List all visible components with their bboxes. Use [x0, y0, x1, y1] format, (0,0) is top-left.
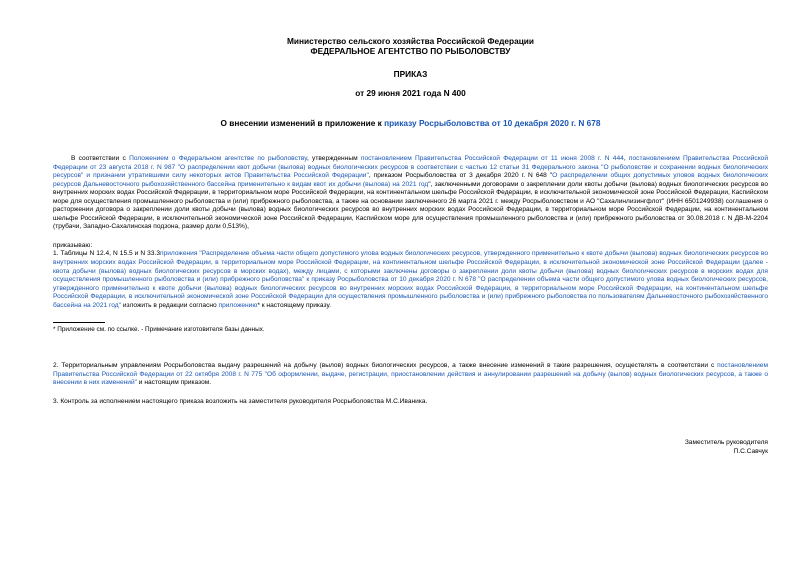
order-intro: приказываю:: [53, 241, 93, 249]
government-decree-987-link[interactable]: постановлением Правительства Российской Федерации от 23 августа 2018 г. N 987 "О распределении квот добычи (вылова) водных биологических ресурсов в соответствии с частью 12 статьи 31 Федерального закона "О рыболовстве и сохранении водных биологических ресурсов" и признании утратившими силу некоторых актов Правительства Российской Федерации": [53, 155, 769, 180]
document-page: [53, 36, 768, 456]
agency-regulation-link[interactable]: Положением о Федеральном агентстве по рыболовству: [129, 155, 307, 162]
preamble-text-5: ", заключенными договорами о закреплении доли квоты добычи (вылова) водных биологических ресурсов во внутренних морских водах Российской Федерации, в территориальном море Российской Федерации, на континентальном шельфе Российской Федерации, в исключительной экономической зоне Российской Федерации, Каспийском море для осуществления промышленного рыболовства и (или) прибрежного рыболовства, а также на основании заключенного 26 марта 2021 г. между Росрыболовством и АО "Сахалинлизингфлот" (ИНН 6501249938) соглашения о расторжении договора о закреплении доли квоты добычи (вылова) водных биологических ресурсов во внутренних морских водах Российской Федерации, в территориальном море Российской Федерации, на континентальном шельфе Российской Федерации, в исключительной экономической зоне Российской Федерации, Каспийском море для осуществления промышленного рыболовства и (или) прибрежного рыболовства от 30.08.2018 г. N ДВ-М-2204 (трубачи, Западно-Сахалинская подзона, размер доли 0,513%),: [53, 180, 768, 231]
order-648-link[interactable]: О распределении общих допустимых уловов водных биологических ресурсов Дальневосточного рыбохозяйственного бассейна применительно к видам квот их добычи (вылова) на 2021 год: [53, 172, 768, 188]
footnote-divider: [53, 322, 105, 323]
signatory-position: Заместитель руководителя: [684, 439, 768, 447]
signatory-name: П.С.Савчук: [733, 448, 768, 456]
agency-name: ФЕДЕРАЛЬНОЕ АГЕНТСТВО ПО РЫБОЛОВСТВУ: [310, 46, 511, 56]
preamble-text-2: , утвержденным: [306, 155, 361, 162]
title-order-link[interactable]: приказу Росрыболовства от 10 декабря 2020 г. N 678: [384, 118, 601, 128]
government-decree-775-link[interactable]: постановлением Правительства Российской Федерации от 22 октября 2008 г. N 775 "Об оформлении, выдаче, регистрации, приостановлении действия и аннулировании разрешений на добычу (вылов) водных биологических ресурсов, а также о внесении в них изменений": [53, 362, 768, 387]
clause-2-paragraph: [53, 362, 768, 388]
clause-1-paragraph: [53, 250, 768, 310]
title-text: О внесении изменений в приложение к: [220, 118, 385, 128]
preamble-paragraph: [53, 155, 768, 232]
ministry-name: Министерство сельского хозяйства Российской Федерации: [287, 36, 534, 46]
preamble-text-4: , приказом Росрыболовства от 3 декабря 2020 г. N 648 ": [368, 172, 553, 180]
document-type: ПРИКАЗ: [393, 69, 428, 79]
document-title: [53, 118, 768, 128]
preamble-text-3: ,: [623, 155, 629, 162]
footnote: * Приложение см. по ссылке. - Примечание изготовителя базы данных.: [53, 326, 265, 334]
document-date-number: от 29 июня 2021 года N 400: [355, 88, 466, 98]
appendix-link[interactable]: приложению: [218, 301, 258, 309]
preamble-text-1: В соответствии с: [71, 155, 130, 162]
clause-2-text-2: и настоящим приказом.: [136, 379, 212, 387]
clause-2-text-1: 2. Территориальным управлениям Росрыболовства выдачу разрешений на добычу (вылов) водных биологических ресурсов, а также внесение изменений в такие разрешения, осуществлять в соответствии с: [53, 362, 718, 370]
clause-1-text-3: * к настоящему приказу.: [257, 301, 331, 309]
signature-block: [53, 438, 768, 456]
appendix-order-678-link[interactable]: приложения "Распределение объема части общего допустимого улова водных биологических ресурсов, утвержденного применительно к квоте добычи (вылова) водных биологических ресурсов во внутренних морских водах Российской Федерации, в территориальном море Российской Федерации, на континентальном шельфе Российской Федерации, в исключительной экономической зоне Российской Федерации (далее - квота добычи (вылова) водных биологических ресурсов в морских водах), между лицами, с которыми заключены договоры о закреплении доли квоты добычи (вылова) водных биологических ресурсов в морских водах для осуществления промышленного рыболовства и (или) прибрежного рыболовства" к приказу Росрыболовства от 10 декабря 2020 г. N 678 "О распределении объема части общего допустимого улова водных биологических ресурсов, утвержденного применительно к квоте добычи (вылова) водных биологических ресурсов во внутренних морских водах Российской Федерации, в территориальном море Российской Федерации, на континентальном шельфе Российской Федерации, в исключительной экономической зоне Российской Федерации для осуществления промышленного рыболовства и (или) прибрежного рыболовства по пользователям Дальневосточного рыбохозяйственного бассейна на 2021 год": [53, 250, 768, 309]
government-decree-444-link[interactable]: постановлением Правительства Российской Федерации от 11 июня 2008 г. N 444: [360, 155, 624, 162]
clause-3-paragraph: 3. Контроль за исполнением настоящего приказа возложить на заместителя руководителя Росрыболовства М.С.Иваника.: [53, 397, 428, 405]
clause-1-text-1: 1. Таблицы N 12.4, N 15.5 и N 33.3: [53, 250, 160, 258]
clause-1-text-2: изложить в редакции согласно: [121, 301, 219, 309]
